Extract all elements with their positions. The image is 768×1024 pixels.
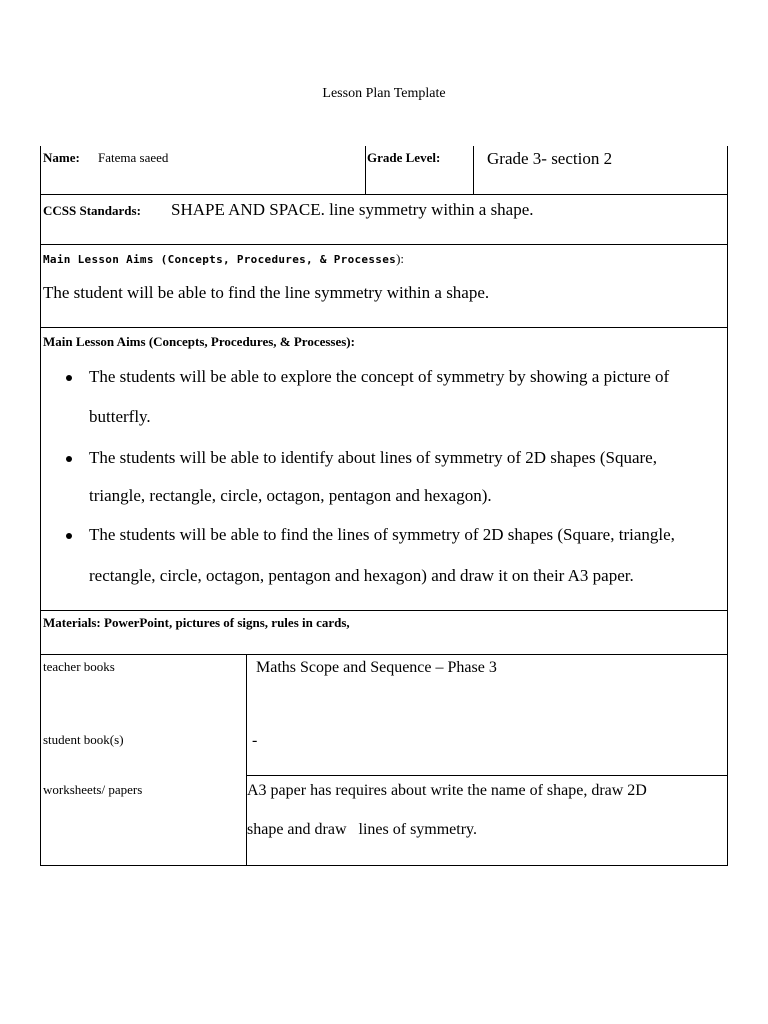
bullet-2-line-2: triangle, rectangle, circle, octagon, pentagon and hexagon). (89, 486, 492, 505)
bullet-icon (66, 375, 72, 381)
student-books-value: - (252, 732, 258, 749)
resources-row-divider (246, 775, 728, 776)
bullet-2-line-1: The students will be able to identify about lines of symmetry of 2D shapes (Square, (89, 448, 657, 467)
worksheets-value-line-2: shape and draw lines of symmetry. (247, 821, 478, 838)
ccss-label: CCSS Standards: (43, 203, 141, 218)
header-divider-1 (365, 146, 366, 195)
bullet-3-line-1: The students will be able to find the lines of symmetry of 2D shapes (Square, triangle, (89, 525, 675, 544)
bullet-1-line-1: The students will be able to explore the concept of symmetry by showing a picture of (89, 367, 670, 386)
grade-value: Grade 3- section 2 (487, 149, 613, 168)
grade-label: Grade Level: (367, 150, 441, 165)
bullet-icon (66, 533, 72, 539)
student-books-label: student book(s) (43, 732, 124, 747)
bullet-1-line-2: butterfly. (89, 407, 151, 426)
aims-1-text: The student will be able to find the line symmetry within a shape. (43, 283, 490, 302)
aims-1-label-text: Main Lesson Aims (Concepts, Procedures, & Processes (43, 253, 397, 266)
aims-2-label: Main Lesson Aims (Concepts, Procedures, & Processes): (43, 334, 355, 349)
aims-1-label-suffix: ): (396, 251, 405, 266)
page-title: Lesson Plan Template (322, 86, 446, 101)
header-divider-2 (473, 146, 474, 195)
ccss-value: SHAPE AND SPACE. line symmetry within a shape. (171, 200, 534, 219)
materials-label: Materials: PowerPoint, pictures of signs, rules in cards, (43, 615, 350, 630)
worksheets-value-line-1: A3 paper has requires about write the name of shape, draw 2D (247, 782, 647, 799)
name-value: Fatema saeed (98, 150, 169, 165)
bullet-3-line-2: rectangle, circle, octagon, pentagon and hexagon) and draw it on their A3 paper. (89, 566, 634, 585)
name-label: Name: (43, 150, 80, 165)
worksheets-label: worksheets/ papers (43, 782, 143, 797)
bullet-icon (66, 456, 72, 462)
teacher-books-label: teacher books (43, 659, 115, 674)
aims-1-label (43, 251, 404, 267)
teacher-books-value: Maths Scope and Sequence – Phase 3 (256, 659, 497, 676)
